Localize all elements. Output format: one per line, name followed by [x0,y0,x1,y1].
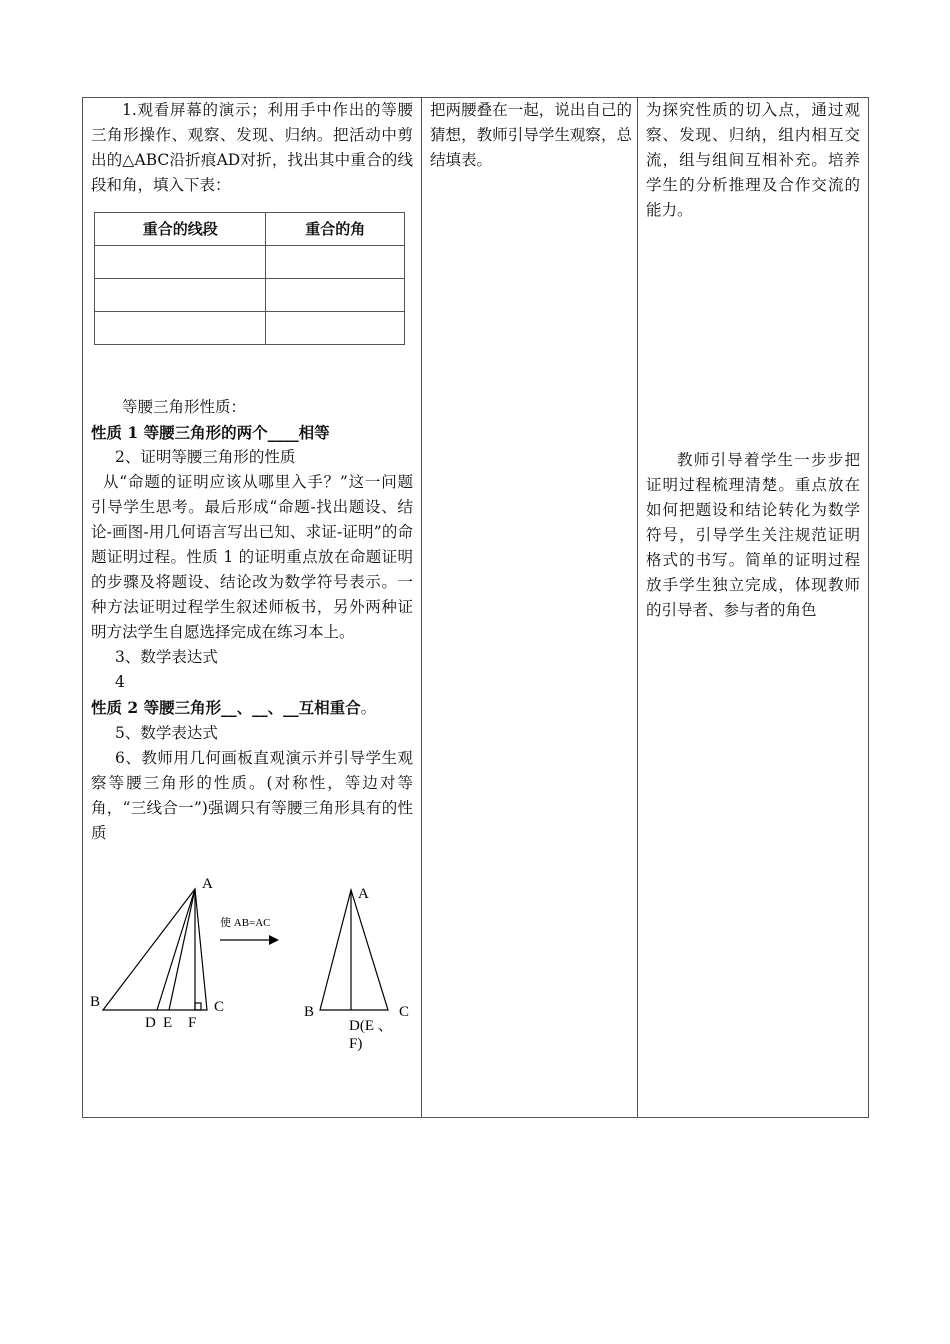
design-intent-text-1: 为探究性质的切入点，通过观察、发现、归纳，组内相互交流，组与组间互相补充。培养学生的分析推理及合作交流的能力。 [646,101,860,219]
label-E: E [163,1015,173,1031]
column-divider [637,98,638,1117]
property-2-end: 。 [360,699,377,717]
activity-instruction: 1.观看屏幕的演示；利用手中作出的等腰三角形操作、观察、发现、归纳。把活动中剪出的△ABC沿折痕AD对折，找出其中重合的线段和角，填入下表： [91,101,413,194]
label-A: A [202,876,213,892]
section-2-title: 2、证明等腰三角形的性质 [115,448,296,466]
section-4-title: 4 [115,673,125,691]
right-angle-mark [195,1003,201,1010]
property-1: 性质 1 等腰三角形的两个____相等 [91,423,330,442]
lesson-table [82,97,869,1118]
label-D-right: D(E 、 [349,1018,393,1034]
label-B: B [90,994,101,1010]
property-2 [91,695,413,721]
student-activity-column [430,98,632,173]
right-triangle [320,890,388,1010]
table-header-angles: 重合的角 [266,213,405,246]
table-cell [95,312,266,345]
section-5-title: 5、数学表达式 [115,724,218,742]
label-F-right: F) [349,1036,363,1052]
label-C-right: C [399,1004,410,1020]
arrow-label: 使 AB=AC [220,917,271,929]
overlap-fill-table [94,212,405,345]
table-cell [266,312,405,345]
label-D: D [145,1015,156,1031]
table-cell [266,279,405,312]
label-B-right: B [304,1004,315,1020]
section-3-title: 3、数学表达式 [115,648,218,666]
proof-paragraph: 从“命题的证明应该从哪里入手？”这一问题引导学生思考。最后形成“命题-找出题设、结论-画图-用几何语言写出已知、求证-证明”的命题证明过程。性质 1 的证明重点放在命题证明的步骤及将题设、结论改为数学符号表示。一种方法证明过程学生叙述师板书，另外两种证明方法学生自愿选择完成在练习本上。 [91,473,413,641]
arrow-head-icon [269,935,279,945]
segment-AE [169,889,195,1010]
label-C: C [214,999,225,1015]
student-activity-text: 把两腰叠在一起，说出自己的猜想，教师引导学生观察，总结填表。 [430,101,632,169]
table-cell [95,279,266,312]
teaching-content-column [91,98,413,846]
design-intent-column [646,98,860,623]
label-F: F [188,1015,197,1031]
table-cell [266,246,405,279]
property-2-text: 性质 2 等腰三角形__、__、__互相重合 [91,698,361,717]
properties-heading: 等腰三角形性质： [122,398,247,416]
triangle-figure [83,870,421,1070]
table-cell [95,246,266,279]
section-6-paragraph: 6、教师用几何画板直观演示并引导学生观察等腰三角形的性质。(对称性，等边对等角，“三线合一”)强调只有等腰三角形具有的性质 [91,749,413,842]
table-row [95,279,405,312]
design-intent-text-2: 教师引导着学生一步步把证明过程梳理清楚。重点放在如何把题设和结论转化为数学符号，引导学生关注规范证明格式的书写。简单的证明过程放手学生独立完成，体现教师的引导者、参与者的角色 [646,451,860,619]
table-row [95,246,405,279]
table-header-segments: 重合的线段 [95,213,266,246]
table-row [95,312,405,345]
segment-AD [157,889,195,1010]
column-divider [421,98,422,1117]
label-A-right: A [358,886,369,902]
